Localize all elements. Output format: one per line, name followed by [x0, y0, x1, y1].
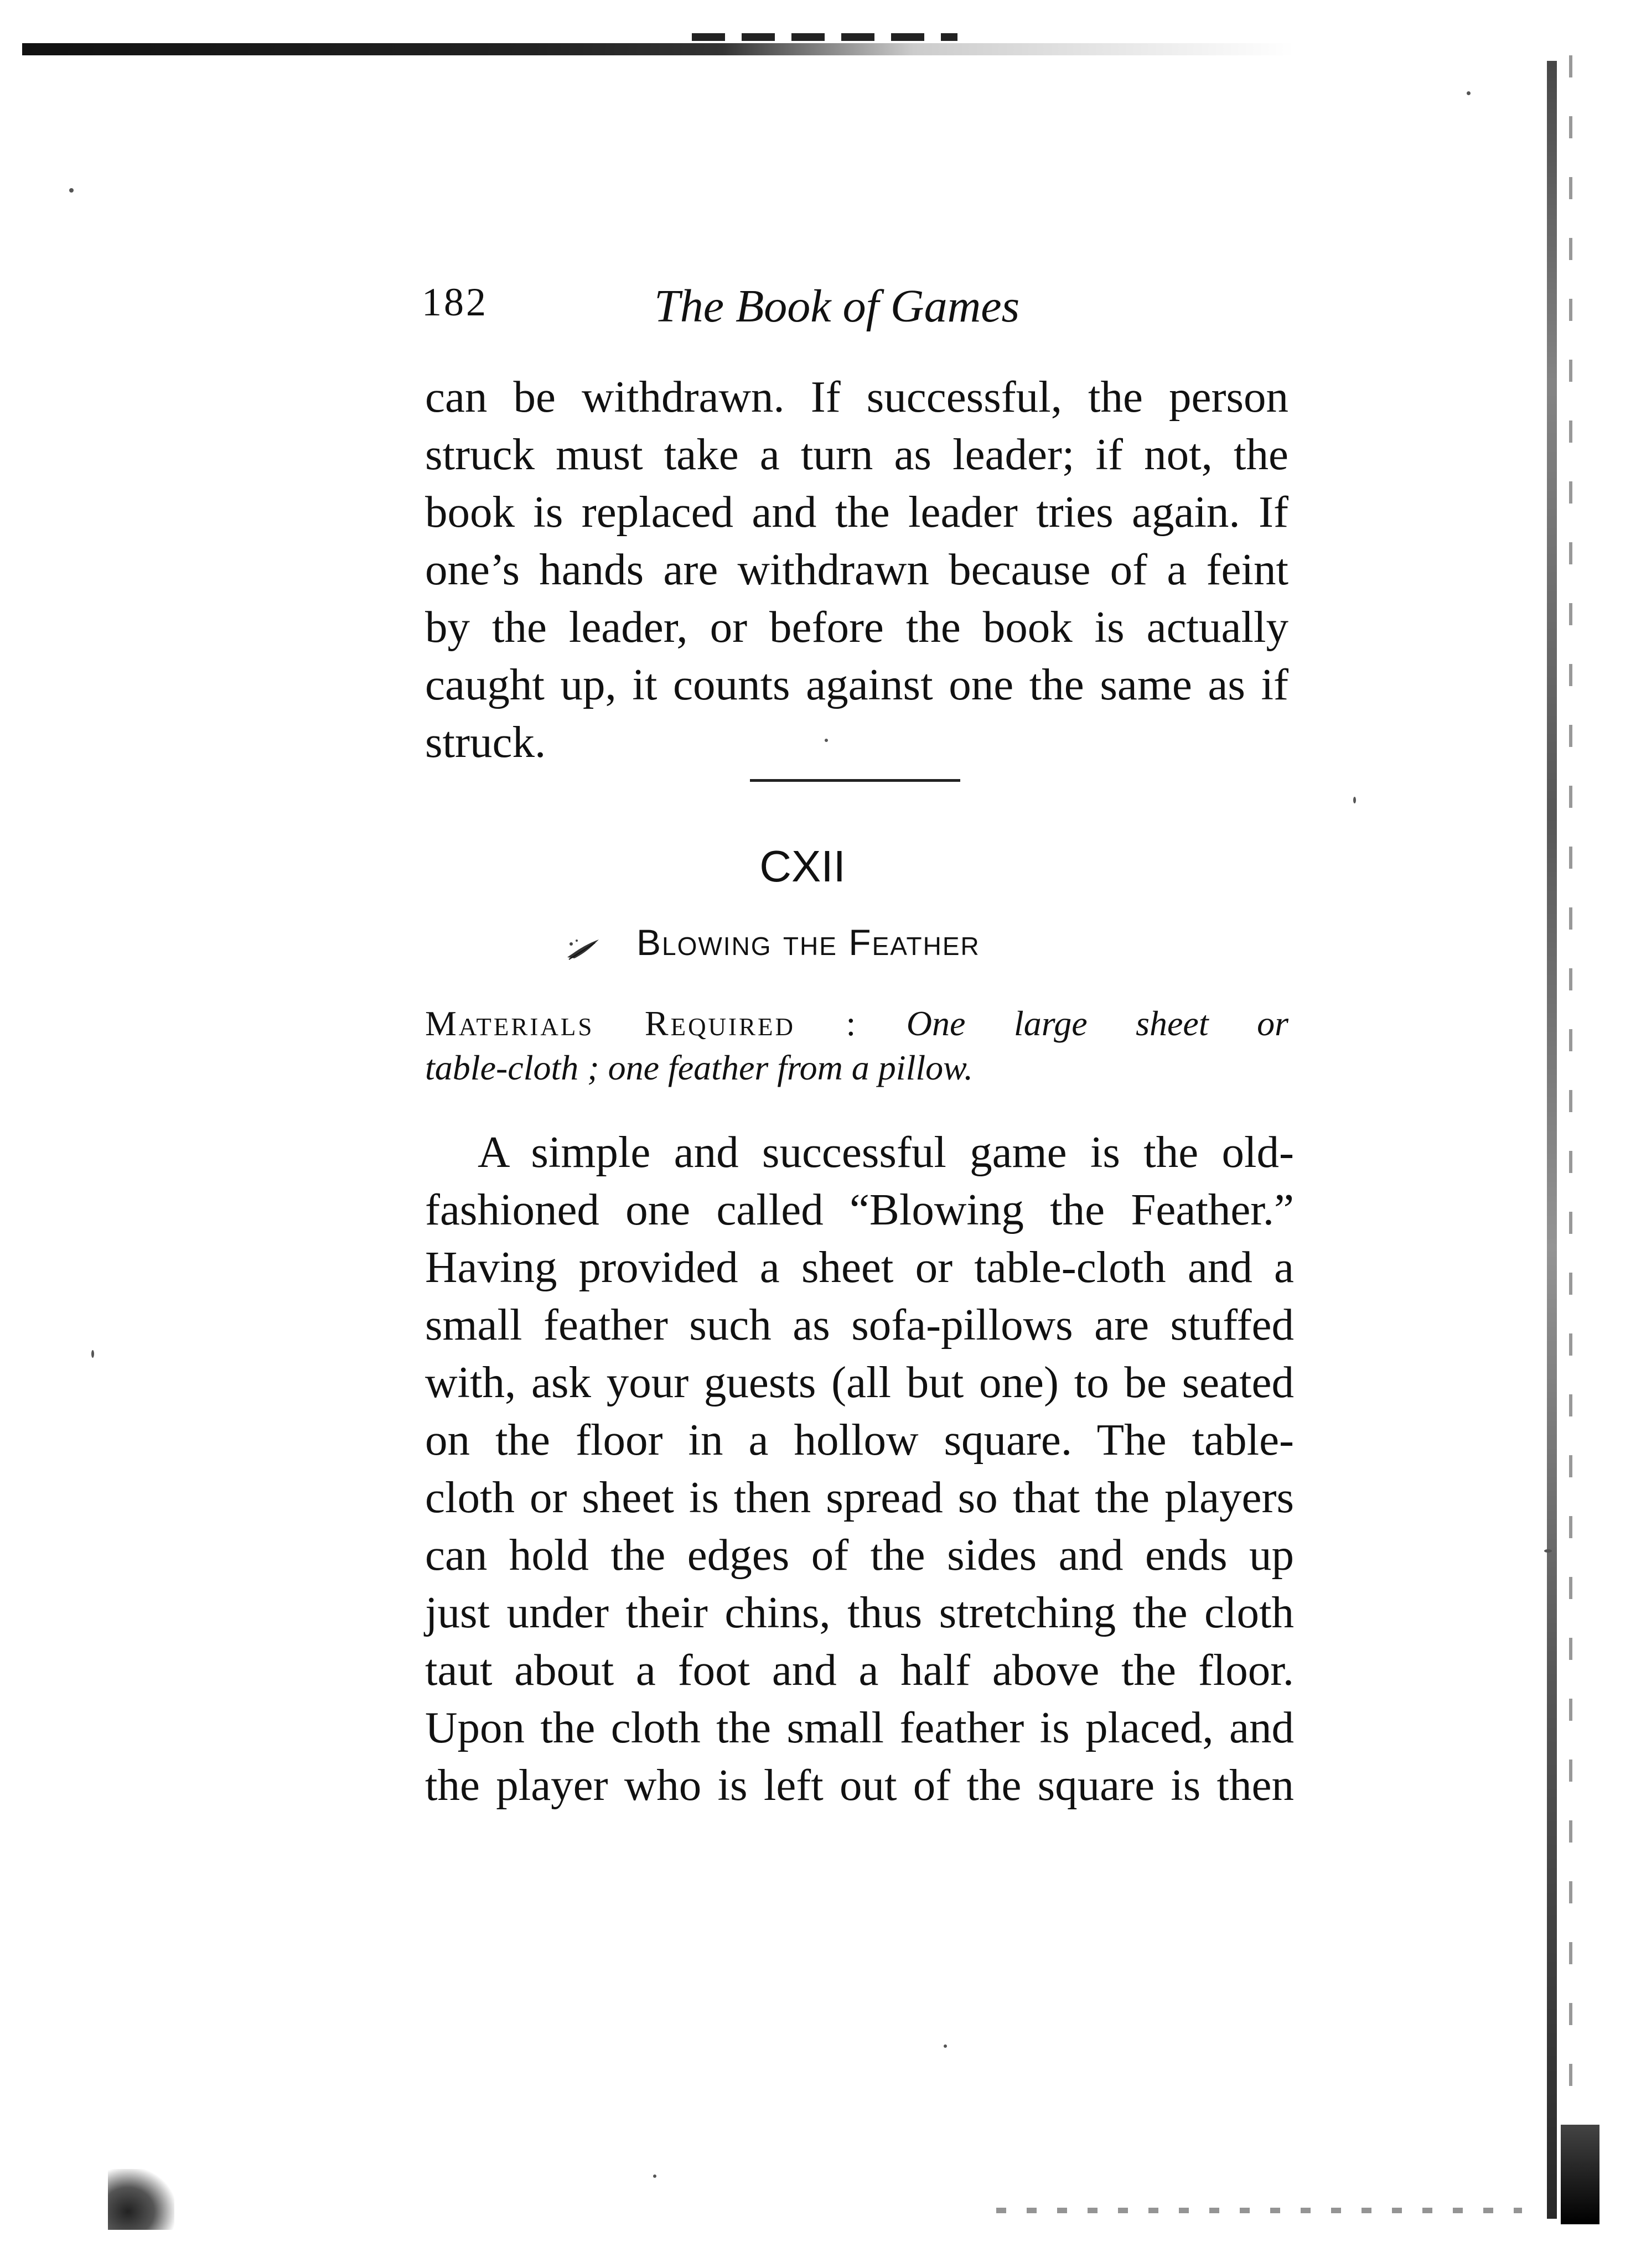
- text-line: fashioned one called “Blowing the Feather.”: [425, 1185, 1294, 1234]
- scan-speck: [91, 1350, 94, 1358]
- text-line: can be withdrawn. If successful, the person: [425, 372, 1288, 422]
- scan-bottom-left-smudge: [108, 2169, 174, 2230]
- section-title: [636, 921, 980, 963]
- text-line: cloth or sheet is then spread so that the players: [425, 1472, 1294, 1522]
- scan-speck: [944, 2044, 947, 2048]
- section-title-text: Blowing the Feather: [636, 922, 980, 963]
- text-line: by the leader, or before the book is actually: [425, 602, 1288, 652]
- page-number: 182: [422, 280, 488, 324]
- text-line: on the floor in a hollow square. The table-: [425, 1415, 1294, 1465]
- text-line: Upon the cloth the small feather is placed, and: [425, 1703, 1294, 1752]
- materials-line: table-cloth ; one feather from a pillow.: [425, 1048, 974, 1087]
- text-line: book is replaced and the leader tries again. If: [425, 487, 1288, 537]
- text-line: Having provided a sheet or table-cloth and a: [425, 1242, 1294, 1292]
- continuation-paragraph: [425, 368, 1288, 771]
- materials-label: Materials Required :: [425, 1004, 858, 1043]
- materials-required: [425, 1001, 1288, 1090]
- text-line: A simple and successful game is the old-: [478, 1127, 1294, 1177]
- scan-right-edge: [1547, 61, 1557, 2219]
- text-line: caught up, it counts against one the same as if: [425, 660, 1288, 709]
- scan-speck: [69, 188, 74, 193]
- scan-bottom-dust: [996, 2208, 1522, 2213]
- scan-speck: [1467, 91, 1471, 95]
- scan-speck: [1353, 797, 1356, 803]
- scan-bottom-right-smudge: [1561, 2125, 1599, 2224]
- feather-ornament-icon: [565, 935, 603, 963]
- text-line: can hold the edges of the sides and ends up: [425, 1530, 1294, 1580]
- text-line: with, ask your guests (all but one) to be seated: [425, 1357, 1294, 1407]
- body-paragraph: [425, 1123, 1294, 1814]
- text-line: taut about a foot and a half above the floor.: [425, 1645, 1294, 1695]
- text-line: just under their chins, thus stretching the cloth: [425, 1587, 1294, 1637]
- scan-speck: [653, 2174, 656, 2178]
- text-line: the player who is left out of the square is then: [425, 1760, 1294, 1810]
- materials-text: One large sheet or: [906, 1004, 1288, 1043]
- scan-speck: [1544, 1549, 1552, 1553]
- scan-right-edge-marks: [1569, 55, 1572, 2213]
- running-title: The Book of Games: [654, 281, 1020, 332]
- text-line: struck must take a turn as leader; if not, the: [425, 429, 1288, 479]
- scan-top-edge-marks: [692, 33, 957, 41]
- scan-top-edge: [22, 43, 1295, 55]
- materials-line: [425, 1001, 1288, 1046]
- text-line: one’s hands are withdrawn because of a feint: [425, 544, 1288, 594]
- section-divider: [750, 779, 960, 782]
- text-line: small feather such as sofa-pillows are stuffed: [425, 1300, 1294, 1350]
- text-line: struck.: [425, 717, 546, 767]
- section-number: CXII: [759, 842, 846, 891]
- running-header: [422, 279, 1296, 340]
